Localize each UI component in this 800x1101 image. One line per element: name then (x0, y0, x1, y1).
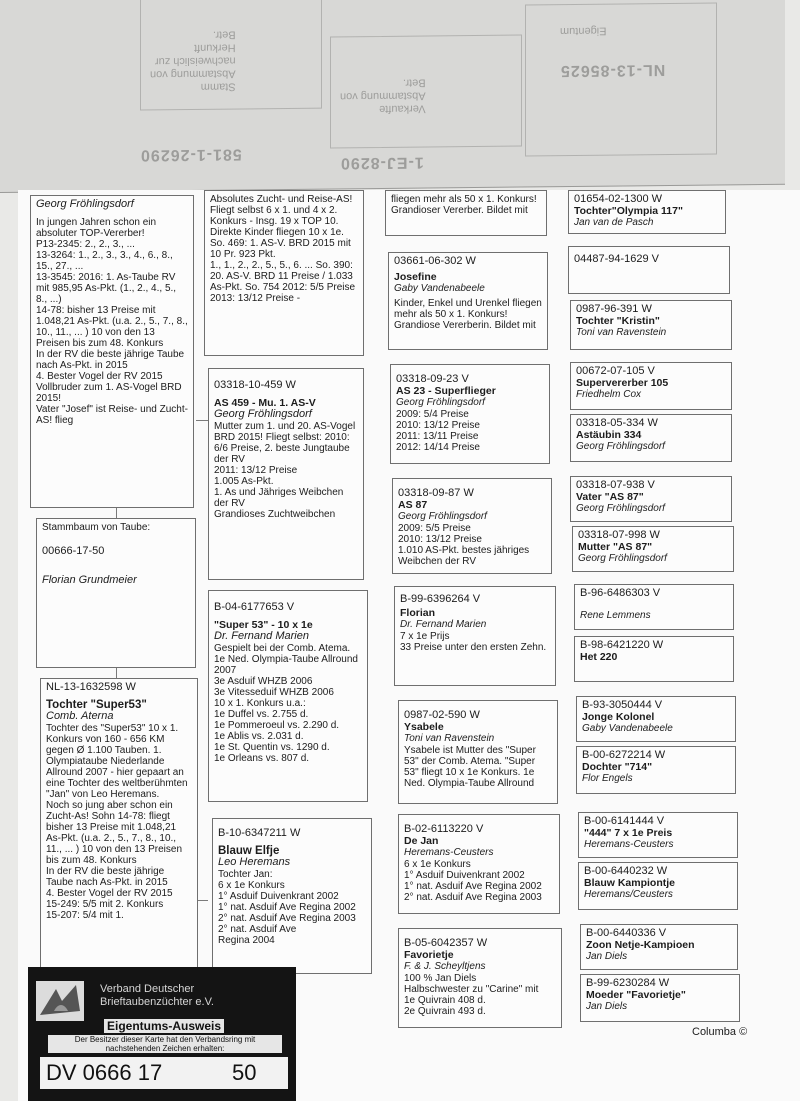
gggp-breeder: Toni van Ravenstein (576, 327, 667, 338)
gggp-box-14 (580, 974, 740, 1022)
florian-name: Florian (400, 606, 436, 619)
owner-name: Georg Fröhlingsdorf (36, 198, 134, 210)
sire-owner-box (30, 195, 194, 508)
super53-ring: B-04-6177653 V (214, 601, 295, 613)
grandam-blauw-box (212, 818, 372, 974)
gggp-ring: B-99-6230284 W (586, 977, 670, 989)
pedigree-subject-box (36, 518, 196, 668)
gggp-box-2 (570, 300, 732, 350)
gggp-name: "444" 7 x 1e Preis (584, 826, 673, 839)
blauw-breeder: Leo Heremans (218, 856, 291, 868)
as87-ring: 03318-09-87 W (398, 487, 474, 499)
gggp-name: Jonge Kolonel (582, 710, 655, 723)
gggp-breeder: Jan Diels (586, 1001, 628, 1012)
dam-name: Tochter "Super53" (46, 698, 147, 711)
gggp-box-7 (574, 584, 734, 630)
gggp-box-8 (574, 636, 734, 682)
card-org: Verband Deutscher Brieftaubenzüchter e.V. (100, 983, 214, 1008)
favorietje-box (398, 928, 562, 1028)
josefine-ring: 03661-06-302 W (394, 255, 476, 267)
card-ring-number (40, 1057, 288, 1089)
dejan-box (398, 814, 560, 914)
gggp-ring: B-00-6440336 V (586, 927, 667, 939)
card-title: Eigentums-Ausweis (104, 1019, 224, 1033)
josefine-breeder: Gaby Vandenabeele (394, 283, 485, 294)
gggp-box-12 (578, 862, 738, 910)
ysabele-breeder: Toni van Ravenstein (404, 733, 495, 744)
gggp-name: Dochter "714" (582, 760, 653, 773)
gggp-ring: 03318-05-334 W (576, 417, 658, 429)
connector (116, 668, 117, 678)
gggp-ring: B-96-6486303 V (580, 587, 661, 599)
pigeon-logo-icon (36, 981, 84, 1021)
card-text: Der Besitzer dieser Karte hat den Verbandsring mit nachstehenden Zeichen erhalten: (48, 1035, 282, 1053)
florian-ring: B-99-6396264 V (400, 593, 481, 605)
gggp-name: Blauw Kampiontje (584, 876, 676, 889)
gggp-name: Het 220 (580, 650, 618, 663)
josefine-box (388, 252, 548, 350)
gggp-box-3 (570, 362, 732, 410)
ysabele-box (398, 700, 558, 804)
card-ring-prefix: DV 0666 17 (46, 1060, 163, 1085)
connector (196, 420, 208, 421)
dejan-notes: 6 x 1e Konkurs 1° Asduif Duivenkrant 2002 1° nat. Asduif Ave Regina 2002 2° nat. Asduif Ave Regina 2003 (404, 858, 542, 903)
gggp-breeder: Rene Lemmens (580, 609, 651, 621)
pedigree-label: Stammbaum von Taube: (42, 522, 151, 533)
favorietje-breeder: F. & J. Scheyltjens (404, 961, 486, 972)
sire-notes: In jungen Jahren schon ein absoluter TOP-Vererber! P13-2345: 2., 2., 3., ... 13-3264: 1., 2., 3., 3., 4., 6., 8., 15., 27., ... 13-3545: 2016: 1. As-Taube RV mit 985,95 As-Pkt. (1., 2., 4., 5., 8., ...) 14-78: bisher 13 Preise mit 1.048,21 As-Pkt. (u.a. 2., 5., 7., 8., 10., 11., ... ) 10 von den 13 Preisen bis zum 48. Konkurs In der RV die beste jährige Taube nach As-Pkt. in 2015 4. Bester Vogel der RV 2015 Vollbruder zum 1. AS-Vogel BRD 2015! Vater "Josef" ist Reise- und Zucht-AS! flieg (36, 216, 188, 426)
gggp-box-5 (570, 476, 732, 522)
gggp-breeder: Heremans-Ceusters (584, 839, 674, 850)
florian-notes: 7 x 1e Prijs 33 Preise unter den ersten Zehn. (400, 630, 547, 653)
as87-breeder: Georg Fröhlingsdorf (398, 511, 487, 522)
dam-notes: Tochter des "Super53" 10 x 1. Konkurs von 160 - 656 KM gegen Ø 1.100 Tauben. 1. Olympiataube Niederlande Allround 2007 - hier gepaart an eine Tochter des weltberühmten "Jan" von Leo Heremans. Noch so jung aber schon ein Zucht-As! Sohn 14-78: fliegt bisher 13 Preise mit 1.048,21 As-Pkt. (u.a. 2., 5., 7., 8., 10., 11., ... ) 10 von den 13 Preisen bis zum 48. Konkurs In der RV die beste jährige Taube nach As-Pkt. in 2015 4. Bester Vogel der RV 2015 15-249: 5/5 mit 2. Konkurs 15-207: 5/4 mit 1. (46, 722, 188, 921)
gggp-breeder: Georg Fröhlingsdorf (576, 503, 665, 514)
super53-name: "Super 53" - 10 x 1e (214, 618, 313, 631)
gggp-ring: B-98-6421220 W (580, 639, 664, 651)
gggp-name: Tochter "Kristin" (576, 314, 660, 327)
gggp-name: Zoon Netje-Kampioen (586, 938, 695, 951)
ghost-box (525, 2, 717, 156)
dam-breeder: Comb. Aterna (46, 710, 114, 722)
as87-name: AS 87 (398, 498, 428, 511)
gggp-box-0 (568, 190, 726, 234)
gggp-name: Astäubin 334 (576, 428, 642, 441)
ysabele-name: Ysabele (404, 720, 444, 733)
col3-top-box (385, 190, 547, 236)
ysabele-ring: 0987-02-590 W (404, 709, 480, 721)
gggp-box-1 (568, 246, 730, 294)
as87-box (392, 478, 552, 574)
florian-breeder: Dr. Fernand Marien (400, 619, 487, 630)
gggp-ring: B-00-6440232 W (584, 865, 668, 877)
grandam-as459-box (208, 368, 364, 580)
gggp-ring: B-00-6272214 W (582, 749, 666, 761)
gggp-breeder: Gaby Vandenabeele (582, 723, 673, 734)
grandsire-box (204, 190, 364, 356)
connector (116, 508, 117, 518)
subject-owner: Florian Grundmeier (42, 574, 137, 586)
gggp-ring: 0987-96-391 W (576, 303, 652, 315)
dejan-breeder: Heremans-Ceusters (404, 847, 494, 858)
as87-notes: 2009: 5/5 Preise 2010: 13/12 Preise 1.010 AS-Pkt. bestes jähriges Weibchen der RV (398, 522, 530, 567)
grandsire-super53-box (208, 590, 368, 802)
dejan-ring: B-02-6113220 V (404, 823, 484, 835)
gggp-ring: B-00-6141444 V (584, 815, 665, 827)
ghost-ring: 581-1-26290 (140, 145, 242, 164)
as459-ring: 03318-10-459 W (214, 379, 296, 391)
as23-ring: 03318-09-23 V (396, 373, 469, 385)
as23-name: AS 23 - Superflieger (396, 384, 496, 397)
gggp-breeder: Jan Diels (586, 951, 628, 962)
col3-top-notes: fliegen mehr als 50 x 1. Konkurs! Grandioser Vererber. Bildet mit (391, 194, 537, 216)
brand-label: Columba © (692, 1026, 748, 1038)
favorietje-name: Favorietje (404, 948, 454, 961)
gggp-breeder: Flor Engels (582, 773, 633, 784)
card-ring-suffix: 50 (232, 1060, 257, 1085)
blauw-notes: Tochter Jan: 6 x 1e Konkurs 1° Asduif Duivenkrant 2002 1° nat. Asduif Ave Regina 2002 2° nat. Asduif Ave Regina 2003 2° nat. Asduif Ave Regina 2004 (218, 868, 356, 946)
ysabele-notes: Ysabele ist Mutter des "Super 53" der Comb. Atema. "Super 53" fliegt 10 x 1e Konkurs. 1e Ned. Olympia-Taube Allround (404, 744, 536, 789)
gggp-ring: B-93-3050444 V (582, 699, 663, 711)
josefine-name: Josefine (394, 270, 437, 283)
gggp-box-6 (572, 526, 734, 572)
subject-ring: 00666-17-50 (42, 544, 105, 557)
ghost-ring: NL-13-85625 (560, 61, 666, 80)
gggp-name: Moeder "Favorietje" (586, 988, 686, 1001)
ghost-ring: 1-EJ-8290 (340, 153, 424, 172)
favorietje-ring: B-05-6042357 W (404, 937, 488, 949)
gggp-breeder: Friedhelm Cox (576, 389, 642, 400)
gggp-name: Mutter "AS 87" (578, 540, 653, 553)
gggp-box-10 (576, 746, 736, 794)
josefine-notes: Kinder, Enkel und Urenkel fliegen mehr als 50 x 1. Konkurs! Grandiose Vererberin. Bildet mit (394, 297, 542, 331)
gggp-ring: 03318-07-998 W (578, 529, 660, 541)
gggp-box-11 (578, 812, 738, 858)
ghost-label: Eigentum (560, 24, 607, 38)
gggp-box-9 (576, 696, 736, 742)
grandsire-notes: Absolutes Zucht- und Reise-AS! Fliegt selbst 6 x 1. und 4 x 2. Konkurs - Insg. 19 x TOP 10. Direkte Kinder fliegen 10 x 1e. So. 469: 1. AS-V. BRD 2015 mit 10 Pr. 923 Pkt. 1., 1., 2., 2., 5., 5., 6. ... So. 390: 20. AS-V. BRD 11 Preise / 1.033 As-Pkt. So. 754 2012: 5/5 Preise 2013: 13/12 Preise - (210, 194, 356, 304)
gggp-name: Vater "AS 87" (576, 490, 644, 503)
gggp-breeder: Heremans/Ceusters (584, 889, 673, 900)
background-card: Stamm Abstammung von nachweislich zur Herkunft Betr. Verkaufte Abstammung von Betr. NL-13-85625 Eigentum 1-EJ-8290 581-1-26290 (0, 0, 785, 193)
ownership-card (28, 967, 296, 1101)
as459-breeder: Georg Fröhlingsdorf (214, 408, 312, 420)
gggp-ring: 03318-07-938 V (576, 479, 655, 491)
as23-box (390, 364, 550, 464)
dam-ring: NL-13-1632598 W (46, 681, 136, 693)
gggp-box-13 (580, 924, 738, 970)
favorietje-notes: 100 % Jan Diels Halbschwester zu "Carine" mit 1e Quivrain 408 d. 2e Quivrain 493 d. (404, 972, 539, 1017)
as23-notes: 2009: 5/4 Preise 2010: 13/12 Preise 2011: 13/11 Preise 2012: 14/14 Preise (396, 408, 480, 453)
gggp-box-4 (570, 414, 732, 462)
blauw-name: Blauw Elfje (218, 844, 280, 857)
blauw-ring: B-10-6347211 W (218, 827, 301, 839)
super53-breeder: Dr. Fernand Marien (214, 630, 309, 642)
gggp-ring: 04487-94-1629 V (574, 253, 660, 265)
gggp-breeder: Jan van de Pasch (574, 217, 654, 228)
gggp-ring: 00672-07-105 V (576, 365, 655, 377)
gggp-name: Supervererber 105 (576, 376, 669, 389)
as459-name: AS 459 - Mu. 1. AS-V (214, 396, 316, 409)
florian-box (394, 586, 556, 686)
gggp-name: Tochter"Olympia 117" (574, 204, 683, 217)
gggp-breeder: Georg Fröhlingsdorf (578, 553, 667, 564)
as459-notes: Mutter zum 1. und 20. AS-Vogel BRD 2015! Fliegt selbst: 2010: 6/6 Preise, 2. beste Jungtaube der RV 2011: 13/12 Preise 1.005 As-Pkt. 1. As und Jähriges Weibchen der RV Grandioses Zuchtweibchen (214, 420, 356, 520)
super53-notes: Gespielt bei der Comb. Atema. 1e Ned. Olympia-Taube Allround 2007 3e Asduif WHZB 2006 3e Vitesseduif WHZB 2006 10 x 1. Konkurs u.a.: 1e Duffel vs. 2.755 d. 1e Pommeroeul vs. 2.290 d. 1e Ablis vs. 2.031 d. 1e St. Quentin vs. 1290 d. 1e Orleans vs. 807 d. (214, 642, 358, 764)
gggp-ring: 01654-02-1300 W (574, 193, 663, 205)
dejan-name: De Jan (404, 834, 439, 847)
as23-breeder: Georg Fröhlingsdorf (396, 397, 485, 408)
dam-box (40, 678, 198, 970)
gggp-breeder: Georg Fröhlingsdorf (576, 441, 665, 452)
